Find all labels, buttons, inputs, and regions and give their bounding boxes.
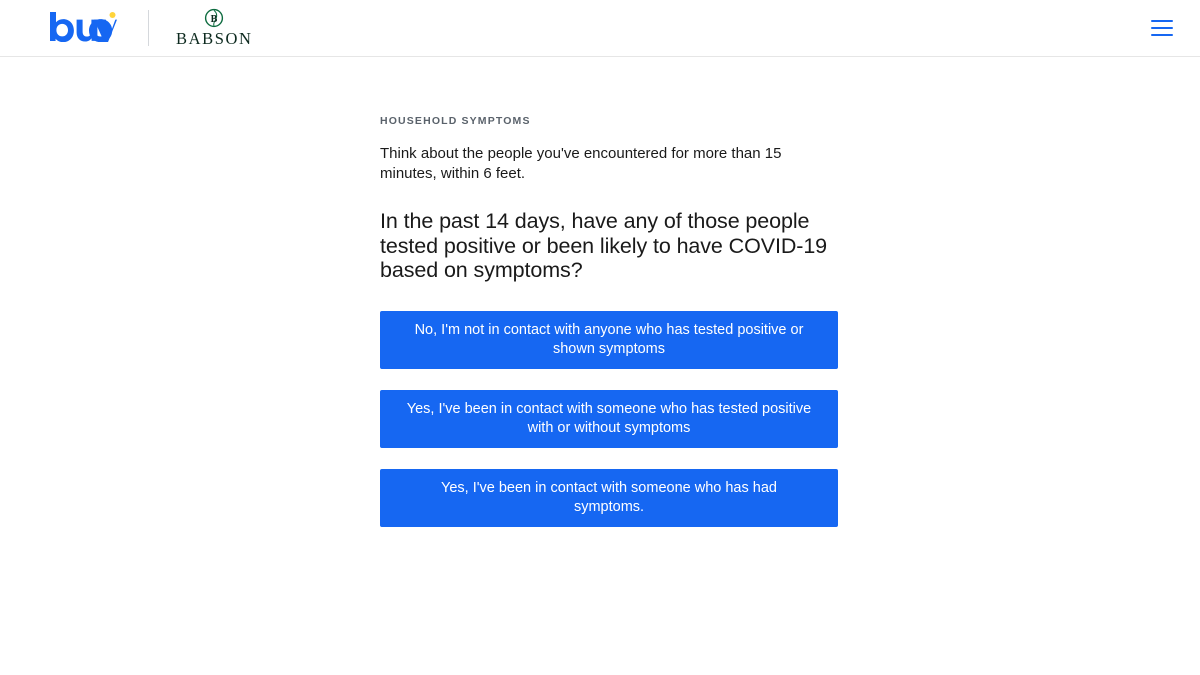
answer-options	[380, 311, 838, 527]
menu-bar-1	[1151, 20, 1173, 22]
babson-logo[interactable]	[176, 8, 253, 48]
buoy-logo[interactable]	[48, 10, 118, 47]
intro-text: Think about the people you've encountered for more than 15 minutes, within 6 feet.	[380, 145, 782, 182]
question-title: In the past 14 days, have any of those people tested positive or been likely to have COVID-19 based on symptoms?	[380, 209, 828, 282]
brand-group	[48, 8, 253, 48]
answer-option-3[interactable]: Yes, I've been in contact with someone who has had symptoms.	[380, 469, 838, 527]
babson-seal-icon	[204, 8, 224, 28]
menu-bar-2	[1151, 27, 1173, 29]
question-panel	[380, 57, 838, 674]
brand-divider	[148, 10, 149, 46]
answer-option-2[interactable]: Yes, I've been in contact with someone who has tested positive with or without symptoms	[380, 390, 838, 448]
section-eyebrow: HOUSEHOLD SYMPTOMS	[380, 115, 531, 127]
buoy-wordmark-icon	[48, 10, 118, 42]
svg-text:B: B	[210, 14, 218, 26]
answer-option-1[interactable]: No, I'm not in contact with anyone who has tested positive or shown symptoms	[380, 311, 838, 369]
hamburger-menu-icon[interactable]	[1144, 10, 1180, 46]
site-header	[0, 0, 1200, 57]
page-body	[0, 57, 1200, 674]
babson-wordmark: BABSON	[176, 29, 253, 49]
menu-bar-3	[1151, 34, 1173, 36]
